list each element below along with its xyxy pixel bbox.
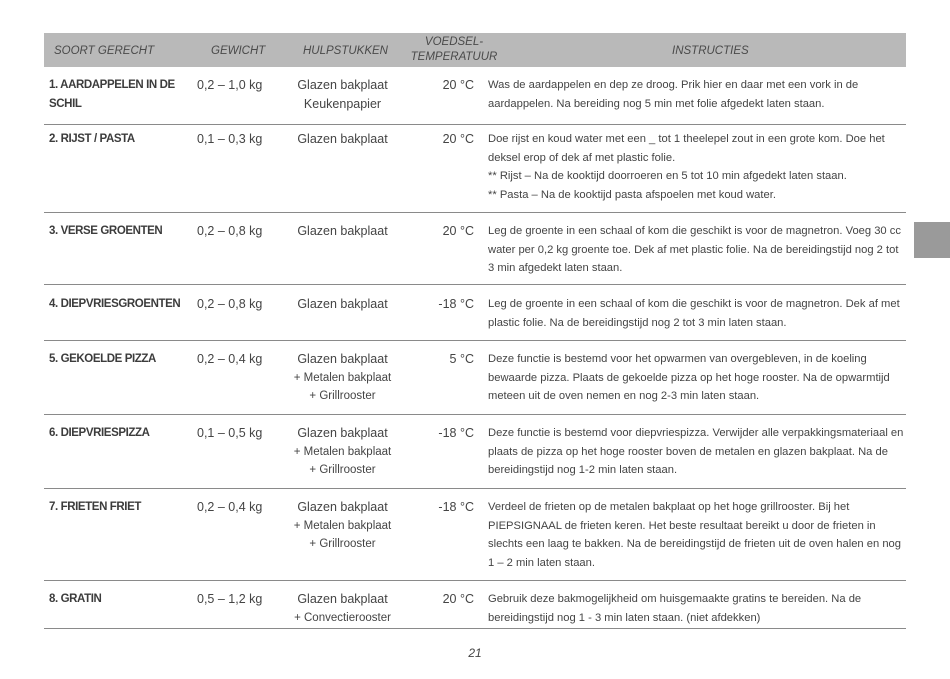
dish-name: 4. DIEPVRIESGROENTEN bbox=[49, 298, 181, 310]
accessory-main: Glazen bakplaat bbox=[297, 78, 388, 92]
accessory-main: Glazen bakplaat bbox=[297, 500, 388, 514]
table-row bbox=[44, 498, 906, 581]
column-header-accessories: HULPSTUKKEN bbox=[303, 45, 388, 57]
table-row bbox=[44, 222, 906, 285]
accessory-extra: + Metalen bakplaat bbox=[293, 445, 392, 458]
accessory-extra: + Grillrooster bbox=[309, 538, 376, 550]
table-row bbox=[44, 295, 906, 341]
accessories bbox=[275, 130, 410, 149]
table-header bbox=[44, 33, 906, 67]
instructions-text: Verdeel de frieten op de metalen bakplaat op het hoge grillrooster. Bij het PIEPSIGNAAL de frieten keren. Het beste resultaat bereikt u door de frieten in slechts een laag te bakken. Na de bereidingstijd de frieten uit de oven halen en nog 1 – 2 min laten staan. bbox=[488, 501, 901, 569]
accessories bbox=[275, 350, 410, 406]
instructions-cell bbox=[488, 130, 906, 204]
instructions-text: Leg de groente in een schaal of kom die geschikt is voor de magnetron. Voeg 30 cc water per 0,2 kg groente toe. Dek af met plastic folie. Na de bereidingstijd nog 2 tot 3 min afgedekt laten staan. bbox=[488, 225, 901, 274]
weight-value: 0,1 – 0,3 kg bbox=[197, 132, 263, 146]
dish-name: 6. DIEPVRIESPIZZA bbox=[49, 427, 150, 439]
accessories bbox=[275, 222, 410, 241]
instructions-note: ** Pasta – Na de kooktijd pasta afspoelen met koud water. bbox=[488, 188, 776, 201]
accessory-main: Glazen bakplaat bbox=[297, 592, 388, 606]
instructions-text: Gebruik deze bakmogelijkheid om huisgemaakte gratins te bereiden. Na de bereidingstijd nog 1 - 3 min laten staan. (niet afdekken) bbox=[488, 593, 862, 624]
instructions-text: Deze functie is bestemd voor diepvriespizza. Verwijder alle verpakkingsmateriaal en plaats de pizza op het hoge rooster boven de metalen en glazen bakplaat. Na de bereidingstijd nog 1-2 min laten staan. bbox=[488, 427, 904, 476]
food-temperature: -18 °C bbox=[438, 297, 474, 311]
column-header-dish: SOORT GERECHT bbox=[54, 45, 155, 57]
instructions-note: ** Rijst – Na de kooktijd doorroeren en 5 tot 10 min afgedekt laten staan. bbox=[488, 170, 847, 182]
column-header-temperature-line1: VOEDSEL- bbox=[424, 36, 484, 48]
weight-value: 0,2 – 0,8 kg bbox=[197, 224, 263, 238]
food-temperature: 5 °C bbox=[449, 352, 474, 366]
dish-name: 8. GRATIN bbox=[49, 593, 102, 605]
accessory-main: Glazen bakplaat bbox=[297, 132, 388, 146]
accessories bbox=[275, 590, 410, 627]
food-temperature: 20 °C bbox=[442, 224, 474, 238]
accessories bbox=[275, 498, 410, 554]
column-header-temperature-line2: TEMPERATUUR bbox=[410, 51, 498, 63]
dish-name: 1. AARDAPPELEN IN DE SCHIL bbox=[49, 79, 175, 110]
accessory-main: Glazen bakplaat bbox=[297, 297, 388, 311]
dish-name: 3. VERSE GROENTEN bbox=[49, 225, 163, 237]
instructions-text: Was de aardappelen en dep ze droog. Prik hier en daar met een vork in de aardappelen. Na bereiding nog 5 min met folie afgedekt laten staan. bbox=[488, 79, 859, 110]
table-row bbox=[44, 424, 906, 489]
column-header-weight: GEWICHT bbox=[211, 45, 266, 57]
dish-name: 2. RIJST / PASTA bbox=[49, 133, 135, 145]
food-temperature: 20 °C bbox=[442, 78, 474, 92]
accessory-main: Glazen bakplaat bbox=[297, 426, 388, 440]
table-row bbox=[44, 76, 906, 125]
weight-value: 0,2 – 0,4 kg bbox=[197, 500, 263, 514]
column-header-temperature bbox=[406, 35, 502, 65]
weight-value: 0,2 – 0,4 kg bbox=[197, 352, 263, 366]
food-temperature: 20 °C bbox=[442, 592, 474, 606]
accessory-main: Glazen bakplaat bbox=[297, 352, 388, 366]
table-row bbox=[44, 350, 906, 415]
weight-value: 0,5 – 1,2 kg bbox=[197, 592, 263, 606]
accessories bbox=[275, 295, 410, 314]
section-tab-marker bbox=[914, 222, 950, 258]
accessories bbox=[275, 76, 410, 113]
food-temperature: -18 °C bbox=[438, 426, 474, 440]
table-row bbox=[44, 590, 906, 629]
weight-value: 0,1 – 0,5 kg bbox=[197, 426, 263, 440]
food-temperature: -18 °C bbox=[438, 500, 474, 514]
accessory-extra: + Grillrooster bbox=[309, 390, 376, 402]
instructions-text: Leg de groente in een schaal of kom die geschikt is voor de magnetron. Dek af met plastic folie. Na de bereidingstijd nog 2 tot 3 min laten staan. bbox=[488, 298, 900, 329]
accessories bbox=[275, 424, 410, 480]
page-number: 21 bbox=[468, 646, 482, 660]
instructions-text: Doe rijst en koud water met een _ tot 1 theelepel zout in een grote kom. Doe het deksel erop of dek af met plastic folie. bbox=[488, 133, 885, 164]
weight-value: 0,2 – 1,0 kg bbox=[197, 78, 263, 92]
dish-name: 5. GEKOELDE PIZZA bbox=[49, 353, 156, 365]
table-row bbox=[44, 130, 906, 213]
accessory-extra: + Metalen bakplaat bbox=[293, 371, 392, 384]
food-temperature: 20 °C bbox=[442, 132, 474, 146]
accessory-extra: + Metalen bakplaat bbox=[293, 519, 392, 532]
instructions-text: Deze functie is bestemd voor het opwarmen van overgebleven, in de koeling bewaarde pizza. Plaats de gekoelde pizza op het hoge rooster. Na de opwarmtijd meteen uit de oven nemen en nog 2-3 min laten staan. bbox=[488, 353, 890, 402]
accessory-main: Glazen bakplaat bbox=[297, 224, 388, 238]
column-header-instructions: INSTRUCTIES bbox=[672, 45, 749, 57]
dish-name: 7. FRIETEN FRIET bbox=[49, 501, 141, 513]
weight-value: 0,2 – 0,8 kg bbox=[197, 297, 263, 311]
accessory-extra: + Grillrooster bbox=[309, 464, 376, 476]
accessory-extra: + Convectierooster bbox=[294, 611, 391, 624]
accessory-extra: Keukenpapier bbox=[303, 96, 382, 111]
